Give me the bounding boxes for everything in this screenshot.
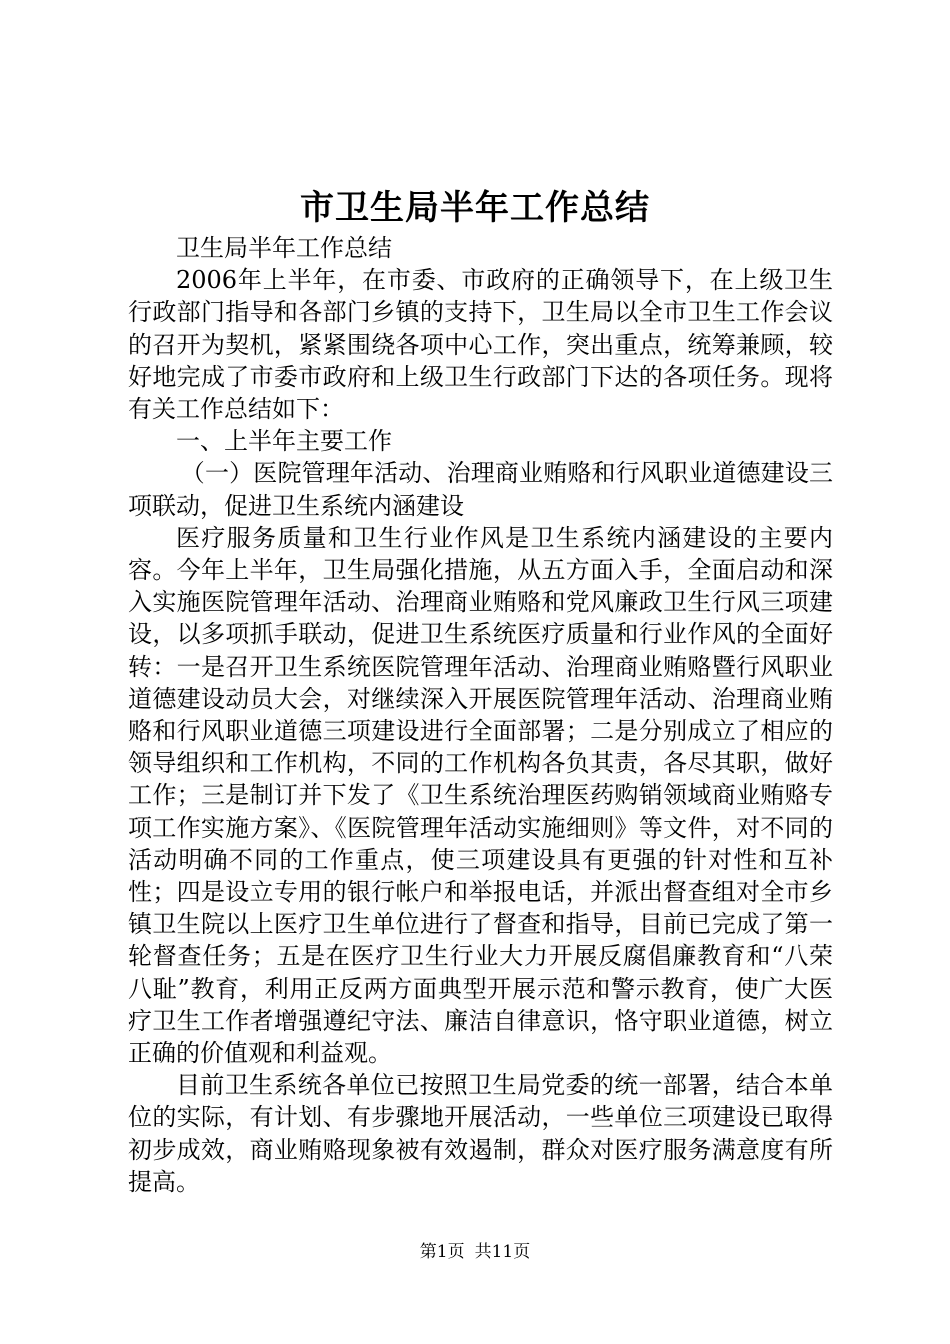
subtitle-paragraph: 卫生局半年工作总结	[176, 234, 392, 262]
subsection-heading: （一）医院管理年活动、治理商业贿赂和行风职业道德建设三项联动，促进卫生系统内涵建设	[128, 459, 833, 520]
intro-paragraph: 2006年上半年，在市委、市政府的正确领导下，在上级卫生行政部门指导和各部门乡镇的支持下，卫生局以全市卫生工作会议的召开为契机，紧紧围绕各项中心工作，突出重点，统筹兼顾，较好地完成了市委市政府和上级卫生行政部门下达的各项任务。现将有关工作总结如下：	[128, 266, 833, 424]
body-paragraph: 医疗服务质量和卫生行业作风是卫生系统内涵建设的主要内容。今年上半年，卫生局强化措施，从五方面入手，全面启动和深入实施医院管理年活动、治理商业贿赂和党风廉政卫生行风三项建设，以多项抓手联动，促进卫生系统医疗质量和行业作风的全面好转：一是召开卫生系统医院管理年活动、治理商业贿赂暨行风职业道德建设动员大会，对继续深入开展医院管理年活动、治理商业贿赂和行风职业道德三项建设进行全面部署；二是分别成立了相应的领导组织和工作机构，不同的工作机构各负其责，各尽其职，做好工作；三是制订并下发了《卫生系统治理医药购销领域商业贿赂专项工作实施方案》、《医院管理年活动实施细则》等文件，对不同的活动明确不同的工作重点，使三项建设具有更强的针对性和互补性；四是设立专用的银行帐户和举报电话，并派出督查组对全市乡镇卫生院以上医疗卫生单位进行了督查和指导，目前已完成了第一轮督查任务；五是在医疗卫生行业大力开展反腐倡廉教育和“八荣八耻”教育，利用正反两方面典型开展示范和警示教育，使广大医疗卫生工作者增强遵纪守法、廉洁自律意识，恪守职业道德，树立正确的价值观和利益观。	[128, 523, 833, 1068]
document-title: 市卫生局半年工作总结	[300, 188, 650, 228]
body-paragraph: 目前卫生系统各单位已按照卫生局党委的统一部署，结合本单位的实际，有计划、有步骤地开展活动，一些单位三项建设已取得初步成效，商业贿赂现象被有效遏制，群众对医疗服务满意度有所提高。	[128, 1071, 833, 1196]
section-heading: 一、上半年主要工作	[176, 427, 392, 456]
page-number: 第1页	[419, 1242, 465, 1262]
page-footer	[0, 1240, 950, 1264]
page-total: 共11页	[474, 1242, 531, 1262]
document-body	[128, 232, 833, 1198]
